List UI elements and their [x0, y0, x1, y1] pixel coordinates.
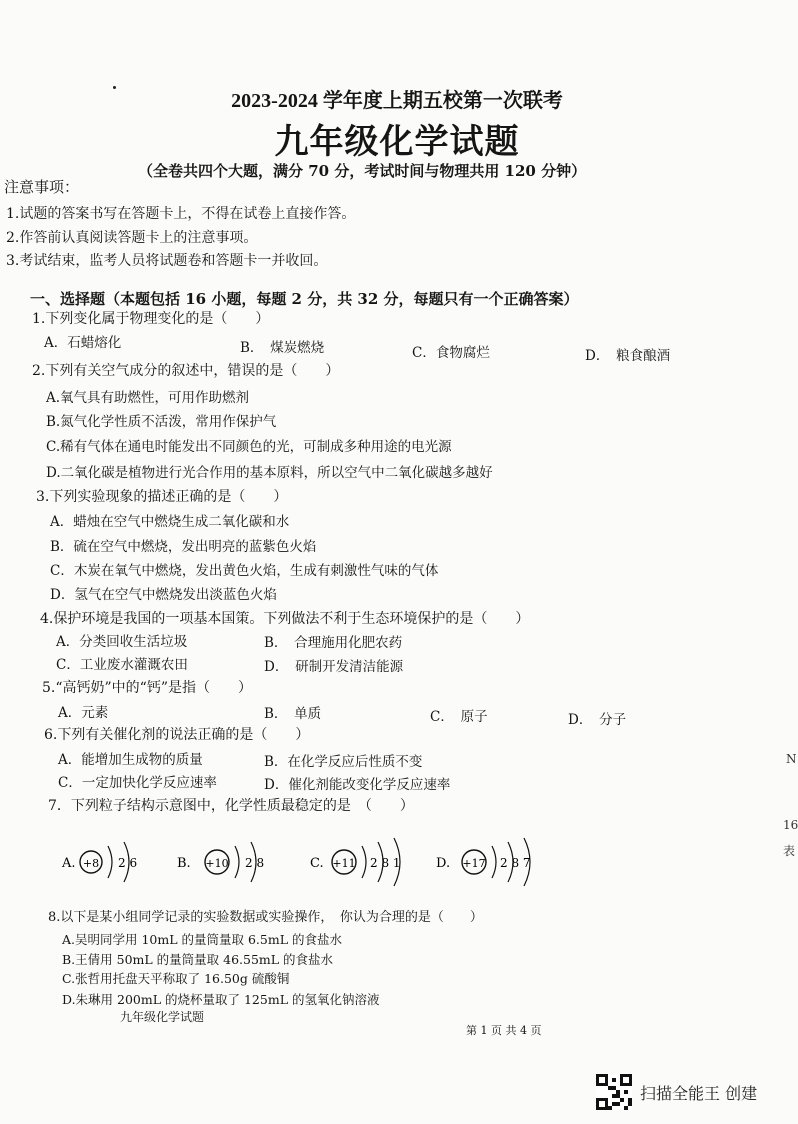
atom-a-label: A.	[62, 856, 76, 871]
question-8-option-b: B.王倩用 50mL 的量筒量取 46.55mL 的食盐水	[62, 952, 334, 967]
atom-b-shells: 2 8	[245, 856, 265, 870]
atom-c-label: C.	[310, 856, 324, 871]
question-5-option-a: A．元素	[58, 705, 109, 721]
question-3-option-d: D．氢气在空气中燃烧发出淡蓝色火焰	[50, 587, 277, 603]
question-2-option-a: A.氧气具有助燃性，可用作助燃剂	[46, 390, 250, 406]
footer-title: 九年级化学试题	[120, 1010, 205, 1024]
question-6-option-b: B．在化学反应后性质不变	[264, 754, 423, 770]
question-4-option-c: C．工业废水灌溉农田	[56, 657, 188, 673]
question-8-option-d: D.朱琳用 200mL 的烧杯量取了 125mL 的氢氧化钠溶液	[62, 992, 380, 1007]
question-3-option-c: C．木炭在氧气中燃烧，发出黄色火焰，生成有刺激性气味的气体	[50, 563, 439, 579]
question-5-option-b: B． 单质	[264, 706, 322, 722]
atom-c-nucleus: +11	[332, 857, 356, 870]
question-8-option-a: A.吴明同学用 10mL 的量筒量取 6.5mL 的食盐水	[62, 932, 342, 947]
question-6-option-d: D．催化剂能改变化学反应速率	[264, 777, 451, 793]
exam-subtitle: （全卷共四个大题，满分 70 分，考试时间与物理共用 120 分钟）	[138, 162, 587, 180]
notice-item: 1.试题的答案书写在答题卡上，不得在试卷上直接作答。	[6, 206, 356, 222]
electron-shell	[362, 846, 366, 878]
atom-a-nucleus: +8	[82, 857, 100, 870]
electron-shell	[108, 846, 112, 878]
atom-diagram-c	[308, 838, 418, 888]
notice-item: 3.考试结束，监考人员将试题卷和答题卡一并收回。	[6, 253, 328, 269]
atom-d-shells: 2 8 7	[500, 856, 531, 870]
edge-mark: N	[786, 752, 797, 766]
atom-d-label: D.	[436, 856, 451, 871]
section-title: 一、选择题（本题包括 16 小题，每题 2 分，共 32 分，每题只有一个正确答案）	[30, 290, 579, 308]
question-6-option-c: C．一定加快化学反应速率	[58, 775, 217, 791]
edge-mark: 表	[783, 844, 796, 858]
question-4-option-d: D． 研制开发清洁能源	[264, 659, 404, 675]
electron-shell	[492, 846, 496, 878]
question-4-option-b: B． 合理施用化肥农药	[264, 635, 403, 651]
question-2-option-c: C.稀有气体在通电时能发出不同颜色的光，可制成多种用途的电光源	[46, 439, 452, 455]
question-7-stem: 7．下列粒子结构示意图中，化学性质最稳定的是 （ ）	[48, 798, 414, 814]
question-1-option-c: C．食物腐烂	[412, 345, 490, 361]
question-1-option-b: B． 煤炭燃烧	[240, 340, 325, 356]
question-2-option-d: D.二氧化碳是植物进行光合作用的基本原料，所以空气中二氧化碳越多越好	[46, 465, 493, 481]
question-3-option-b: B．硫在空气中燃烧，发出明亮的蓝紫色火焰	[50, 539, 317, 555]
question-4-option-a: A．分类回收生活垃圾	[56, 634, 188, 650]
question-2-option-b: B.氮气化学性质不活泼，常用作保护气	[46, 414, 277, 430]
notice-item: 2.作答前认真阅读答题卡上的注意事项。	[6, 230, 258, 246]
question-8-option-c: C.张哲用托盘天平称取了 16.50g 硫酸铜	[62, 971, 290, 986]
question-6-option-a: A．能增加生成物的质量	[58, 752, 203, 768]
question-3-stem: 3.下列实验现象的描述正确的是（ ）	[36, 489, 288, 505]
scanner-watermark: 扫描全能王 创建	[640, 1084, 758, 1103]
qr-code-icon	[596, 1074, 632, 1110]
question-3-option-a: A．蜡烛在空气中燃烧生成二氧化碳和水	[50, 514, 290, 530]
exam-header: 2023-2024 学年度上期五校第一次联考	[231, 90, 563, 112]
atom-b-label: B.	[177, 856, 191, 871]
question-2-stem: 2.下列有关空气成分的叙述中，错误的是（ ）	[32, 363, 340, 379]
question-1-option-a: A．石蜡熔化	[44, 335, 122, 351]
question-1-option-d: D． 粮食酿酒	[585, 348, 671, 364]
question-5-stem: 5.“高钙奶”中的“钙”是指（ ）	[42, 680, 252, 696]
question-5-option-c: C． 原子	[430, 709, 488, 725]
atom-diagram-d	[434, 838, 544, 888]
atom-b-nucleus: +10	[205, 857, 229, 870]
question-6-stem: 6.下列有关催化剂的说法正确的是（ ）	[44, 727, 310, 743]
question-1-stem: 1.下列变化属于物理变化的是（ ）	[32, 311, 270, 327]
atom-diagram-b	[175, 838, 275, 888]
atom-c-shells: 2 8 1	[370, 856, 401, 870]
edge-mark: 16	[783, 818, 798, 832]
page-number: 第 1 页 共 4 页	[466, 1024, 542, 1037]
question-8-stem: 8.以下是某小组同学记录的实验数据或实验操作， 你认为合理的是（ ）	[48, 910, 483, 925]
page-title: 九年级化学试题	[274, 122, 520, 162]
notice-heading: 注意事项：	[4, 178, 80, 196]
question-4-stem: 4.保护环境是我国的一项基本国策。下列做法不利于生态环境保护的是（ ）	[40, 611, 530, 627]
atom-d-nucleus: +17	[462, 857, 486, 870]
question-5-option-d: D． 分子	[568, 712, 627, 728]
atom-a-shells: 2 6	[118, 856, 138, 870]
atom-diagram-a	[60, 838, 160, 888]
electron-shell	[235, 846, 239, 878]
